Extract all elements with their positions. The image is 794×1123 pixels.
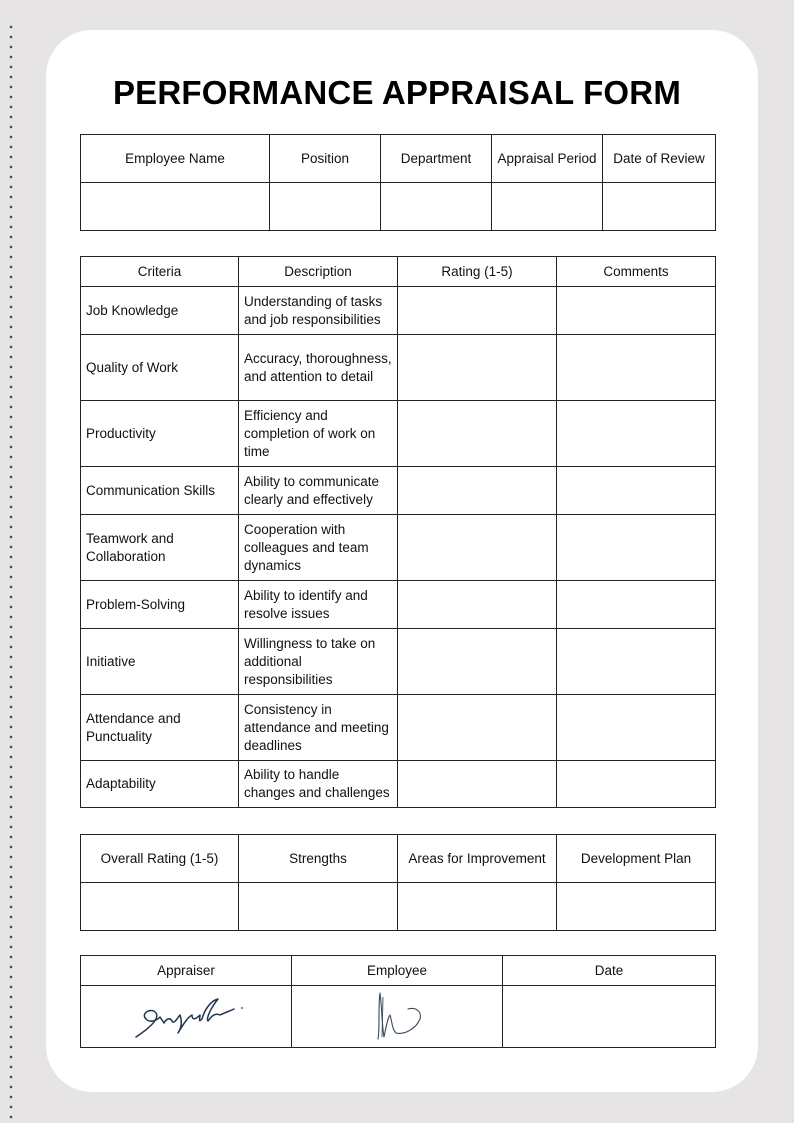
table-row	[81, 986, 716, 1048]
employee-signature-image	[362, 989, 432, 1045]
date-field[interactable]	[503, 986, 716, 1048]
comments-field[interactable]	[557, 761, 716, 808]
position-field[interactable]	[270, 183, 381, 231]
criteria-cell: Communication Skills	[81, 467, 239, 515]
header-position: Position	[270, 135, 381, 183]
employee-name-field[interactable]	[81, 183, 270, 231]
header-strengths: Strengths	[239, 835, 398, 883]
comments-field[interactable]	[557, 467, 716, 515]
criteria-cell: Initiative	[81, 629, 239, 695]
table-header-row	[81, 956, 716, 986]
table-row	[81, 467, 716, 515]
header-rating: Rating (1-5)	[398, 257, 557, 287]
rating-field[interactable]	[398, 335, 557, 401]
table-header-row	[81, 257, 716, 287]
table-row	[81, 629, 716, 695]
appraisal-period-field[interactable]	[492, 183, 603, 231]
table-row	[81, 581, 716, 629]
criteria-table	[80, 256, 716, 808]
header-appraiser: Appraiser	[81, 956, 292, 986]
criteria-cell: Problem-Solving	[81, 581, 239, 629]
signature-table	[80, 955, 716, 1048]
header-comments: Comments	[557, 257, 716, 287]
comments-field[interactable]	[557, 401, 716, 467]
description-cell: Willingness to take on additional responsibilities	[239, 629, 398, 695]
header-areas-for-improvement: Areas for Improvement	[398, 835, 557, 883]
overall-rating-field[interactable]	[81, 883, 239, 931]
page-title: PERFORMANCE APPRAISAL FORM	[112, 74, 682, 111]
rating-field[interactable]	[398, 695, 557, 761]
employee-info-table	[80, 134, 716, 231]
header-employee-name: Employee Name	[81, 135, 270, 183]
appraiser-signature-image	[126, 993, 246, 1041]
comments-field[interactable]	[557, 629, 716, 695]
header-department: Department	[381, 135, 492, 183]
criteria-cell: Quality of Work	[81, 335, 239, 401]
criteria-cell: Teamwork and Collaboration	[81, 515, 239, 581]
table-row	[81, 515, 716, 581]
description-cell: Ability to communicate clearly and effectively	[239, 467, 398, 515]
areas-for-improvement-field[interactable]	[398, 883, 557, 931]
header-overall-rating: Overall Rating (1-5)	[81, 835, 239, 883]
department-field[interactable]	[381, 183, 492, 231]
description-cell: Ability to identify and resolve issues	[239, 581, 398, 629]
table-row	[81, 287, 716, 335]
comments-field[interactable]	[557, 695, 716, 761]
table-row	[81, 335, 716, 401]
comments-field[interactable]	[557, 335, 716, 401]
rating-field[interactable]	[398, 581, 557, 629]
header-description: Description	[239, 257, 398, 287]
criteria-cell: Adaptability	[81, 761, 239, 808]
header-date-of-review: Date of Review	[603, 135, 716, 183]
criteria-cell: Attendance and Punctuality	[81, 695, 239, 761]
header-development-plan: Development Plan	[557, 835, 716, 883]
description-cell: Cooperation with colleagues and team dynamics	[239, 515, 398, 581]
header-date: Date	[503, 956, 716, 986]
rating-field[interactable]	[398, 629, 557, 695]
description-cell: Efficiency and completion of work on time	[239, 401, 398, 467]
rating-field[interactable]	[398, 515, 557, 581]
strengths-field[interactable]	[239, 883, 398, 931]
summary-table	[80, 834, 716, 931]
table-row	[81, 883, 716, 931]
rating-field[interactable]	[398, 761, 557, 808]
table-header-row	[81, 135, 716, 183]
appraiser-signature-field[interactable]	[81, 986, 292, 1048]
table-row	[81, 761, 716, 808]
criteria-cell: Productivity	[81, 401, 239, 467]
description-cell: Ability to handle changes and challenges	[239, 761, 398, 808]
comments-field[interactable]	[557, 287, 716, 335]
table-row	[81, 183, 716, 231]
date-of-review-field[interactable]	[603, 183, 716, 231]
development-plan-field[interactable]	[557, 883, 716, 931]
criteria-cell: Job Knowledge	[81, 287, 239, 335]
table-row	[81, 401, 716, 467]
header-criteria: Criteria	[81, 257, 239, 287]
dotted-margin	[9, 22, 13, 1122]
employee-signature-field[interactable]	[292, 986, 503, 1048]
rating-field[interactable]	[398, 401, 557, 467]
table-row	[81, 695, 716, 761]
header-employee: Employee	[292, 956, 503, 986]
description-cell: Consistency in attendance and meeting deadlines	[239, 695, 398, 761]
table-header-row	[81, 835, 716, 883]
description-cell: Accuracy, thoroughness, and attention to detail	[239, 335, 398, 401]
comments-field[interactable]	[557, 581, 716, 629]
description-cell: Understanding of tasks and job responsibilities	[239, 287, 398, 335]
rating-field[interactable]	[398, 467, 557, 515]
rating-field[interactable]	[398, 287, 557, 335]
header-appraisal-period: Appraisal Period	[492, 135, 603, 183]
comments-field[interactable]	[557, 515, 716, 581]
